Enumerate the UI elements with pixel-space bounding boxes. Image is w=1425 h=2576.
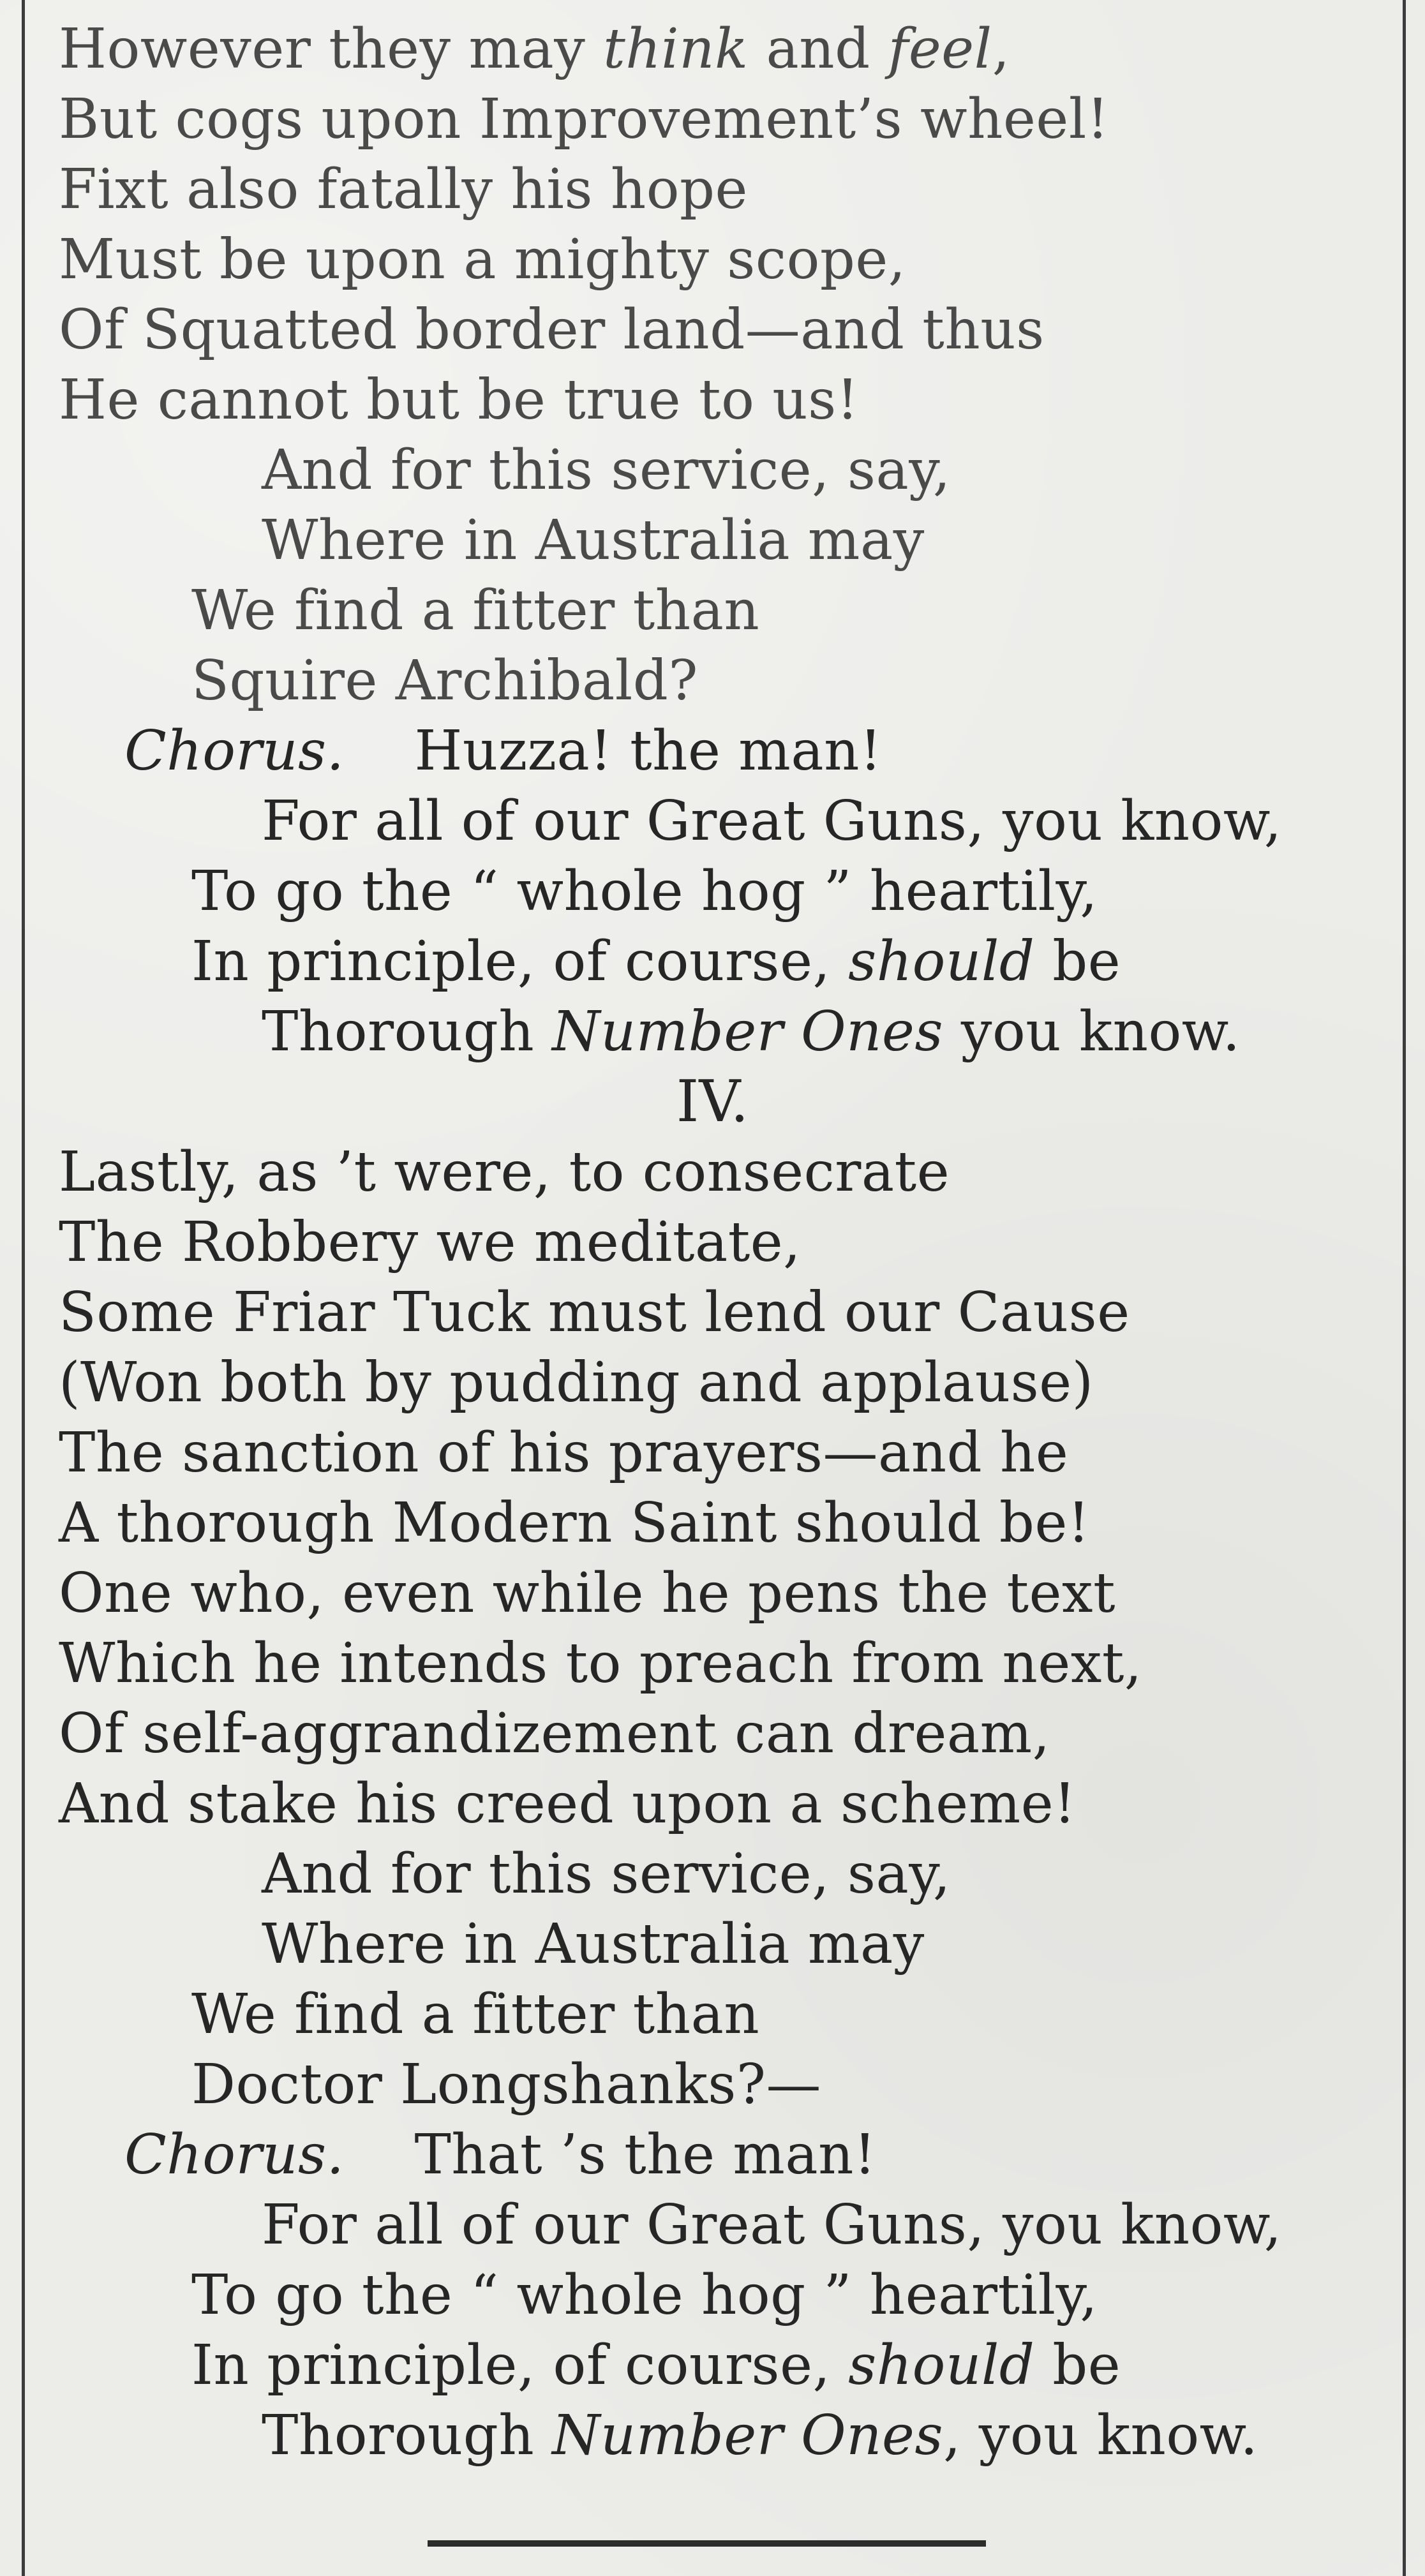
poem-line: Squire Archibald?	[191, 649, 698, 713]
chorus-reply: Huzza! the man!	[414, 719, 883, 783]
poem-line: Of self-aggrandizement can dream,	[59, 1702, 1050, 1766]
poem-line: And for this service, say,	[262, 1842, 951, 1906]
poem-line: We find a fitter than	[191, 579, 760, 643]
chorus-line: Thorough Number Ones, you know.	[262, 2404, 1258, 2468]
chorus-line: Thorough Number Ones you know.	[262, 1000, 1241, 1064]
chorus-line: For all of our Great Guns, you know,	[262, 789, 1282, 853]
section-end-rule	[428, 2540, 986, 2547]
poem-line: And for this service, say,	[262, 438, 951, 502]
poem-line: A thorough Modern Saint should be!	[59, 1491, 1090, 1555]
poem-line: Lastly, as ’t were, to consecrate	[59, 1140, 950, 1204]
chorus-line	[124, 2120, 876, 2190]
chorus-reply: That ’s the man!	[414, 2123, 877, 2187]
poem-line: Which he intends to preach from next,	[59, 1632, 1142, 1695]
poem-line: Must be upon a mighty scope,	[59, 228, 906, 292]
chorus-line: To go the “ whole hog ” heartily,	[191, 860, 1098, 923]
poem-line: One who, even while he pens the text	[59, 1561, 1116, 1625]
chorus-label: Chorus.	[124, 2123, 345, 2187]
chorus-line: For all of our Great Guns, you know,	[262, 2193, 1282, 2257]
chorus-line: In principle, of course, should be	[191, 930, 1121, 994]
poem-line: The Robbery we meditate,	[59, 1210, 802, 1274]
poem-line: But cogs upon Improvement’s wheel!	[59, 87, 1109, 151]
poem-line: And stake his creed upon a scheme!	[59, 1772, 1077, 1836]
chorus-line: To go the “ whole hog ” heartily,	[191, 2263, 1098, 2327]
poem-line: Of Squatted border land—and thus	[59, 298, 1045, 362]
poem-line: Doctor Longshanks?—	[191, 2053, 822, 2117]
chorus-label: Chorus.	[124, 719, 345, 783]
poem-line: We find a fitter than	[191, 1983, 760, 2046]
poem-line: The sanction of his prayers—and he	[59, 1421, 1069, 1485]
stanza-numeral: IV.	[676, 1068, 749, 1135]
chorus-line: In principle, of course, should be	[191, 2334, 1121, 2397]
poem-line: Some Friar Tuck must lend our Cause	[59, 1281, 1130, 1344]
poem-line: He cannot but be true to us!	[59, 368, 859, 432]
poem-line: Fixt also fatally his hope	[59, 158, 748, 221]
poem-line: However they may think and feel,	[59, 17, 1010, 81]
poem-line: Where in Australia may	[262, 509, 925, 572]
poem-line: (Won both by pudding and applause)	[59, 1351, 1094, 1415]
poem-line: Where in Australia may	[262, 1912, 925, 1976]
chorus-line	[124, 716, 882, 786]
